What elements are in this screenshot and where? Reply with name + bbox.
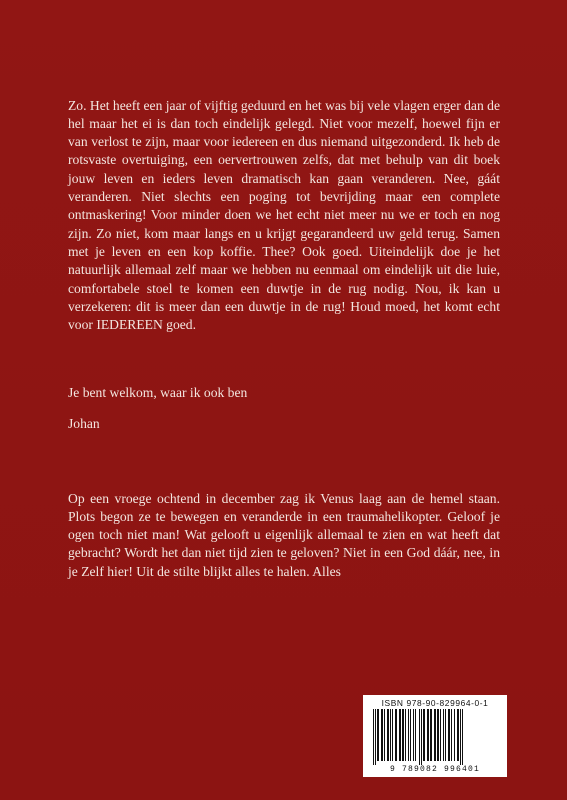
barcode-digits: 9 789082 996401 [389,765,480,774]
story-paragraph: Op een vroege ochtend in december zag ik Venus laag aan de hemel staan. Plots begon ze te bewegen en veranderde in een traumahelikopter. Geloof je ogen toch niet man! Wat gelooft u eigenlijk allemaal te zien en wat heeft dat gebracht? Wordt het dan niet tijd zien te geloven? Niet in een God dáár, nee, in je Zelf hier! Uit de stilte blijkt alles te halen. Alles [68,490,500,579]
isbn-barcode [363,695,507,777]
blurb-paragraph: Zo. Het heeft een jaar of vijftig geduurd en het was bij vele vlagen erger dan de hel maar het ei is dan toch eindelijk gelegd. Niet voor mezelf, hoewel fijn er van verlost te zijn, maar voor iedereen en dus niemand uitgezonderd. Ik heb de rotsvaste overtuiging, een oervertrouwen zelfs, dat met behulp van dit boek jouw leven en ieders leven dramatisch kan gaan veranderen. Nee, gáát veranderen. Niet slechts een poging tot bevrijding maar een complete ontmaskering! Voor minder doen we het echt niet meer nu we er toch en nog zijn. Zo niet, kom maar langs en u krijgt gegarandeerd uw geld terug. Samen met je leven en een kop koffie. Thee? Ook goed. Uiteindelijk doe je het natuurlijk allemaal zelf maar we hebben nu eenmaal om eindelijk uit die luie, comfortabele stoel te komen een duwtje in de rug nodig. Nou, ik kan u verzekeren: dit is meer dan een duwtje in de rug! Houd moed, het komt echt voor IEDEREEN goed. [68,97,500,333]
greeting-line: Je bent welkom, waar ik ook ben [68,384,248,400]
signature-name: Johan [68,415,100,431]
isbn-label: ISBN 978-90-829964-0-1 [381,698,489,708]
barcode-bars [371,709,499,765]
